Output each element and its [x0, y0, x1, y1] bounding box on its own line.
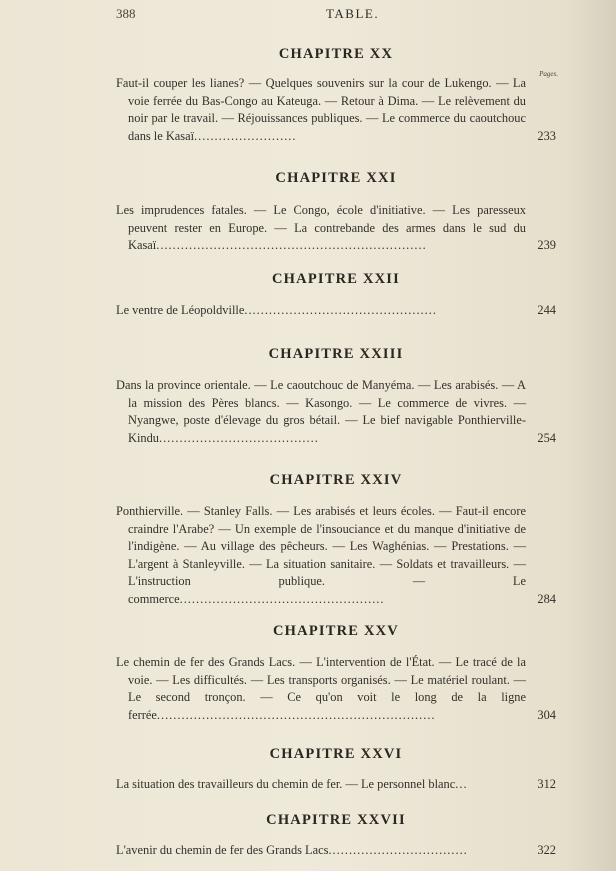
page-reference: 254: [537, 430, 556, 445]
dot-leader: ..................................: [328, 843, 468, 857]
chapter-summary: [116, 654, 556, 724]
chapter-26: [116, 746, 556, 792]
chapter-heading: CHAPITRE XXVII: [266, 812, 406, 828]
chapter-summary: [116, 776, 556, 794]
summary-text: Le ventre de Léopoldville: [116, 303, 245, 317]
dot-leader: .......................................: [158, 430, 319, 445]
chapter-summary: [116, 202, 556, 255]
chapter-summary: [116, 302, 556, 320]
chapter-22: [116, 271, 556, 320]
page-reference: 322: [537, 843, 556, 857]
summary-text: Le chemin de fer des Grands Lacs. — L'intervention de l'État. — Le tracé de la voie. — Les difficultés. — Les transports organisés. — Le matériel roulant. — Le second tronçon. — Ce qu'on voit le long de la ligne ferrée: [116, 655, 526, 722]
page-reference: 284: [537, 591, 556, 606]
chapter-heading: CHAPITRE XXIV: [269, 472, 403, 488]
chapter-summary: [116, 75, 556, 145]
chapter-24: [116, 472, 556, 607]
chapter-summary: [116, 377, 556, 447]
summary-text: Faut-il couper les lianes? — Quelques souvenirs sur la cour de Lukengo. — La voie ferrée du Bas-Congo au Kateuga. — Retour à Dima. — Le relèvement du noir par le travail. — Réjouissances publiques. — Le commerce du caoutchouc dans le Kasaï: [116, 76, 526, 143]
summary-text: Dans la province orientale. — Le caoutchouc de Manyéma. — Les arabisés. — A la mission des Pères blancs. — Kasongo. — Le commerce de vivres. — Nyangwe, poste d'élevage du gros bétail. — Le bief navigable Ponthierville-Kindu: [116, 378, 526, 445]
dot-leader: .........................: [194, 128, 297, 143]
table-of-contents: [116, 46, 556, 858]
chapter-25: [116, 623, 556, 725]
running-header: [116, 6, 556, 26]
chapter-heading: CHAPITRE XXV: [273, 623, 399, 639]
chapter-heading: CHAPITRE XXVI: [269, 746, 403, 762]
summary-text: La situation des travailleurs du chemin de fer. — Le personnel blanc: [116, 777, 456, 791]
dot-leader: ...............................................: [244, 303, 437, 317]
summary-text: Les imprudences fatales. — Le Congo, école d'initiative. — Les paresseux peuvent rester en Europe. — La contrebande des armes dans le sud du Kasaï: [116, 203, 526, 252]
chapter-heading: CHAPITRE XXIII: [268, 346, 404, 362]
running-title: TABLE.: [326, 6, 380, 21]
page-number: 388: [116, 6, 136, 21]
page-reference: 244: [537, 303, 556, 317]
page-reference: 304: [537, 707, 556, 722]
chapter-27: [116, 812, 556, 858]
dot-leader: ...: [455, 777, 468, 791]
chapter-20: [116, 46, 556, 154]
chapter-heading: CHAPITRE XX: [278, 46, 394, 62]
summary-text: Ponthierville. — Stanley Falls. — Les arabisés et leurs écoles. — Faut-il encore craindre l'Arabe? — Un exemple de l'insouciance et du manque d'initiative de l'indigène. — Au village des pêcheurs. — Les Waghénias. — Prestations. — L'argent à Stanleyville. — La situation sanitaire. — Soldats et travailleurs. — L'instruction publique. — Le commerce: [116, 504, 526, 606]
summary-text: L'avenir du chemin de fer des Grands Lacs: [116, 843, 329, 857]
dot-leader: ..................................................................: [156, 238, 427, 252]
page-reference: 312: [537, 777, 556, 791]
chapter-summary: [116, 842, 556, 860]
chapter-heading: CHAPITRE XXII: [272, 271, 400, 287]
chapter-summary: [116, 503, 556, 608]
page-reference: 233: [537, 128, 556, 143]
dot-leader: ....................................................................: [156, 707, 436, 722]
pages-column-label: Pages.: [539, 70, 558, 78]
chapter-23: [116, 346, 556, 448]
page-reference: 239: [537, 238, 556, 252]
dot-leader: ..................................................: [179, 591, 385, 606]
chapter-21: [116, 170, 556, 252]
chapter-heading: CHAPITRE XXI: [275, 170, 397, 186]
